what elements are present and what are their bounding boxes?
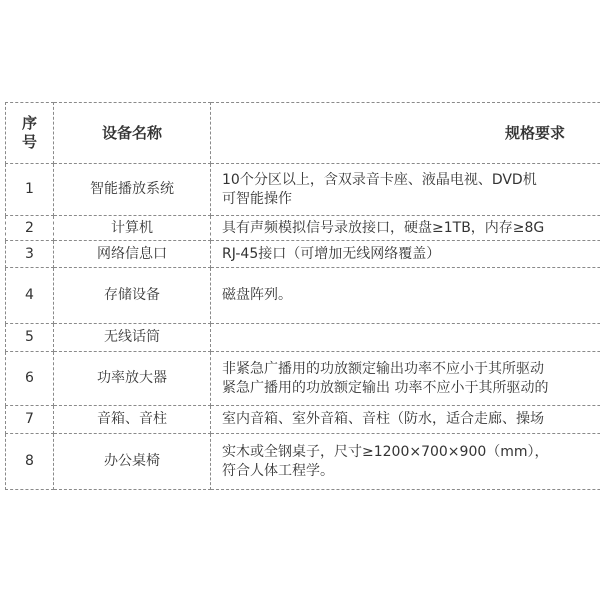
row-no[interactable]: 5 [6,324,54,352]
header-row [6,103,600,164]
row-spec-line: RJ-45接口（可增加无线网络覆盖） [222,245,441,262]
row-spec-line: 磁盘阵列。 [222,287,292,303]
table-row [6,268,600,324]
row-no[interactable]: 7 [6,406,54,434]
row-no[interactable]: 3 [6,241,54,268]
row-spec-line: 具有声频模拟信号录放接口，硬盘≥1TB，内存≥8G [222,219,545,236]
row-name[interactable]: 音箱、音柱 [54,406,211,434]
header-spec[interactable]: 规格要求 [211,103,600,164]
table-row [6,216,600,241]
row-no[interactable]: 6 [6,352,54,406]
table-row [6,352,600,406]
row-spec-line: 可智能操作 [222,190,292,207]
header-name[interactable]: 设备名称 [54,103,211,164]
table-row [6,434,600,490]
row-no[interactable]: 1 [6,164,54,216]
row-no[interactable]: 4 [6,268,54,324]
row-spec-line: 符合人体工程学。 [222,462,334,479]
table-row [6,324,600,352]
row-spec[interactable] [211,164,600,216]
row-spec[interactable] [211,434,600,490]
row-spec[interactable] [211,406,600,434]
row-spec-line: 10个分区以上，含双录音卡座、液晶电视、DVD机 [222,171,537,188]
row-name[interactable]: 存储设备 [54,268,211,324]
row-name[interactable]: 智能播放系统 [54,164,211,216]
header-no-line-1: 序 [21,114,37,132]
row-spec[interactable] [211,241,600,268]
row-spec[interactable] [211,268,600,324]
row-spec-line: 非紧急广播用的功放额定输出功率不应小于其所驱动 [222,360,544,377]
row-spec-line: 室内音箱、室外音箱、音柱（防水，适合走廊、操场 [222,411,544,427]
row-spec-line: 紧急广播用的功放额定输出 功率不应小于其所驱动的 [222,379,549,396]
row-name[interactable]: 网络信息口 [54,241,211,268]
spreadsheet-view [5,102,600,500]
row-name[interactable]: 无线话筒 [54,324,211,352]
table-row [6,406,600,434]
table-row [6,241,600,268]
row-name[interactable]: 办公桌椅 [54,434,211,490]
header-no-line-2: 号 [21,133,37,151]
row-no[interactable]: 8 [6,434,54,490]
equipment-table [5,102,600,490]
row-name[interactable]: 计算机 [54,216,211,241]
row-name[interactable]: 功率放大器 [54,352,211,406]
row-spec-line: 实木或全钢桌子，尺寸≥1200×700×900（mm）， [222,443,549,460]
row-spec[interactable] [211,352,600,406]
table-row [6,164,600,216]
header-no[interactable] [6,103,54,164]
row-spec[interactable] [211,324,600,352]
row-no[interactable]: 2 [6,216,54,241]
row-spec[interactable] [211,216,600,241]
